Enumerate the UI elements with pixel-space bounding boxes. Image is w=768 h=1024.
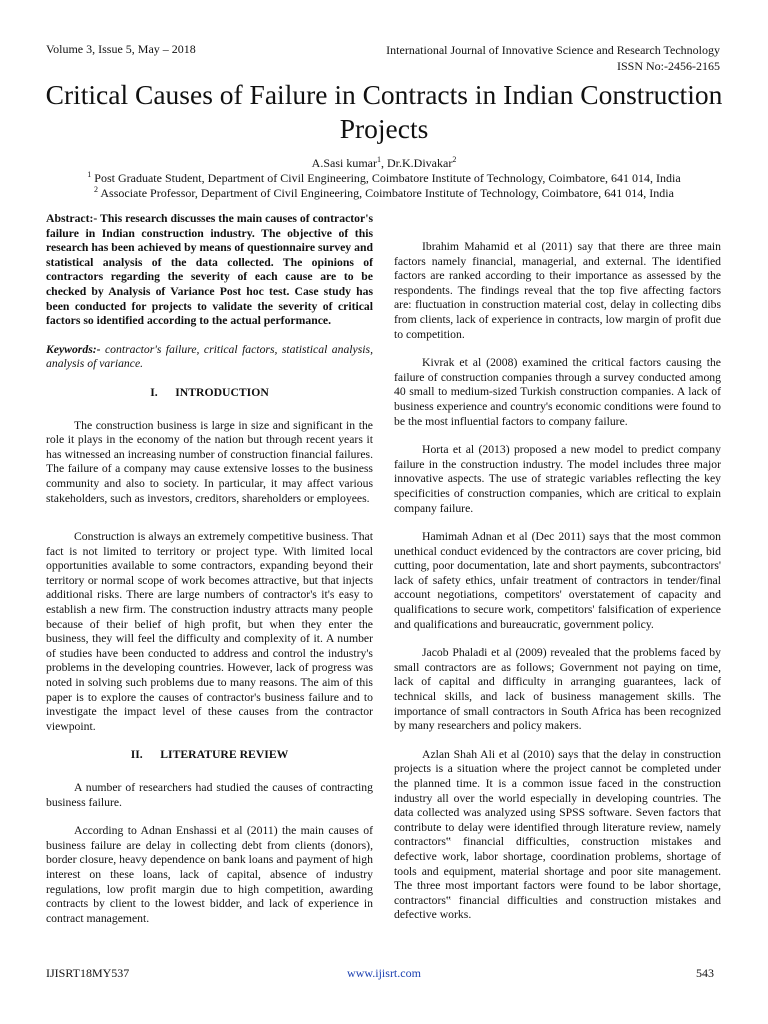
journal-name: International Journal of Innovative Science and Research Technology xyxy=(386,43,720,57)
section-title: INTRODUCTION xyxy=(175,385,269,399)
section-heading-literature-review xyxy=(46,748,373,763)
author-2-sup: 2 xyxy=(452,155,457,164)
footer-paper-id: IJISRT18MY537 xyxy=(46,966,130,980)
section-number: II. xyxy=(130,748,143,762)
affiliation-2-sup: 2 xyxy=(94,185,99,194)
lit-paragraph-ibrahim: Ibrahim Mahamid et al (2011) say that there are three main factors namely financial, managerial, and external. The identified factors are ranked according to their importance as assessed by the respondents. The findings reveal that the top five affecting factors are: fluctuation in construction material cost, delay in collecting dibs from clients, lack of experience in contracts, low margin of profit due to competition. xyxy=(394,240,721,341)
lit-paragraph-horta: Horta et al (2013) proposed a new model to predict company failure in the construction industry. The model includes three major innovative aspects. The use of strategic variables reflecting the key specificities of construction companies, which are critical to explain company failure. xyxy=(394,443,721,515)
author-1-sup: 1 xyxy=(377,155,381,164)
page-number: 543 xyxy=(696,966,714,980)
lit-paragraph-kivrak: Kivrak et al (2008) examined the critical factors causing the failure of construction companies through a survey conducted among 40 small to medium-sized Turkish construction companies. A lack of business experience and country's economic conditions were found to be the most influential factors to company failure. xyxy=(394,356,721,428)
lit-paragraph-jacob: Jacob Phaladi et al (2009) revealed that the problems faced by small contractors are as follows; Government not paying on time, lack of capital and difficulty in arranging guarantees, lack of technical skills, and lack of business management skills. The importance of small contractors in South Africa has been recognized by many researchers and policy makers. xyxy=(394,646,721,733)
author-1: A.Sasi kumar xyxy=(311,156,377,170)
affiliation-2 xyxy=(20,186,748,201)
author-separator: , xyxy=(381,156,387,170)
intro-paragraph-2: Construction is always an extremely competitive business. That fact is not limited to territory or project type. With limited local opportunities available to some contractors, expanding beyond their territory or normal scope of work becomes attractive, but that injects additional risks. There are large numbers of contractor's it's easy to establish a new firm. The construction industry attracts many people because of their belief of high profit, but when they enter the business, they will feel the difficulty and complexity of it. A number of studies have been conducted to address and control the industry's problems in the developing countries. However, lack of progress was noted in solving such problems due to many reasons. The aim of this paper is to explore the causes of contractor's business failure and to investigate the impact level of these causes from the contractor viewpoint. xyxy=(46,530,373,733)
keywords-label: Keywords:- xyxy=(46,342,101,356)
lit-paragraph-hamimah: Hamimah Adnan et al (Dec 2011) says that the most common unethical conduct evidenced by the contractors are cover pricing, bid cutting, poor documentation, late and short payments, subcontractors' lack of safety ethics, unfair treatment of contractors in tender/final account negotiations, competitors' overstatement of capacity and qualifications to secure work, competitors' falsification of experience and qualifications and bureaucratic, government policy. xyxy=(394,530,721,631)
right-column xyxy=(394,240,721,937)
affiliation-1 xyxy=(20,171,748,186)
abstract: Abstract:- This research discusses the main causes of contractor's failure in Indian construction industry. The objective of this research has been achieved by means of questionnaire survey and statistical analysis of the data collected. The opinions of contractors regarding the severity of each cause are to be checked by Analysis of Variance Post hoc test. Case study has been conducted for projects to validate the severity of critical factors so identified according to the actual performance. xyxy=(46,212,373,328)
footer-website-text[interactable]: www.ijisrt.com xyxy=(347,966,421,980)
keywords xyxy=(46,343,373,372)
issn: ISSN No:-2456-2165 xyxy=(616,59,720,73)
volume-info: Volume 3, Issue 5, May – 2018 xyxy=(46,42,196,56)
author-2: Dr.K.Divakar xyxy=(387,156,453,170)
author-line xyxy=(40,156,728,171)
keywords-text: contractor's failure, critical factors, statistical analysis, analysis of variance. xyxy=(46,342,373,371)
affiliation-1-sup: 1 xyxy=(87,170,92,179)
journal-header xyxy=(386,42,720,74)
left-column xyxy=(46,212,373,940)
lit-paragraph-1: A number of researchers had studied the causes of contracting business failure. xyxy=(46,781,373,809)
section-title: LITERATURE REVIEW xyxy=(160,748,289,762)
paper-title: Critical Causes of Failure in Contracts in Indian Construction Projects xyxy=(45,79,723,144)
lit-paragraph-azlan: Azlan Shah Ali et al (2010) says that the delay in construction projects is a situation where the project cannot be completed under the planned time. It is a common issue faced in the construction industry all over the world especially in developing countries. The data collected was analyzed using SPSS software. Seven factors that contribute to delay were identified through literature review, namely contractors‟ financial difficulties, construction mistakes and defective work, labor shortage, coordination problems, shortage of tools and equipment, material shortage and poor site management. The three most important factors were found to be labor shortage, contractors‟ financial difficulties and construction mistakes and defective works. xyxy=(394,747,721,922)
intro-paragraph-1: The construction business is large in size and significant in the role it plays in the economy of the nation but through recent years it has witnessed an increasing number of construction financial failures. The failure of a company may cause extensive losses to the business community and also to society. In particular, it may affect various stakeholders, such as investors, creditors, shareholders or employees. xyxy=(46,418,373,505)
affiliation-2-text: Associate Professor, Department of Civil Engineering, Coimbatore Institute of Technology, Coimbatore, 641 014, India xyxy=(98,186,674,200)
section-heading-introduction xyxy=(46,386,373,401)
affiliation-1-text: Post Graduate Student, Department of Civil Engineering, Coimbatore Institute of Technology, Coimbatore, 641 014, India xyxy=(91,171,681,185)
lit-paragraph-2: According to Adnan Enshassi et al (2011) the main causes of business failure are delay in collecting debt from clients (donors), border closure, heavy dependence on bank loans and payment of high interest on these loans, lack of capital, absence of industry regulations, low profit margin due to high competition, awarding contracts by client to the lowest bidder, and lack of experience in contract management. xyxy=(46,824,373,925)
footer-website-link[interactable] xyxy=(0,966,768,981)
section-number: I. xyxy=(150,385,158,399)
